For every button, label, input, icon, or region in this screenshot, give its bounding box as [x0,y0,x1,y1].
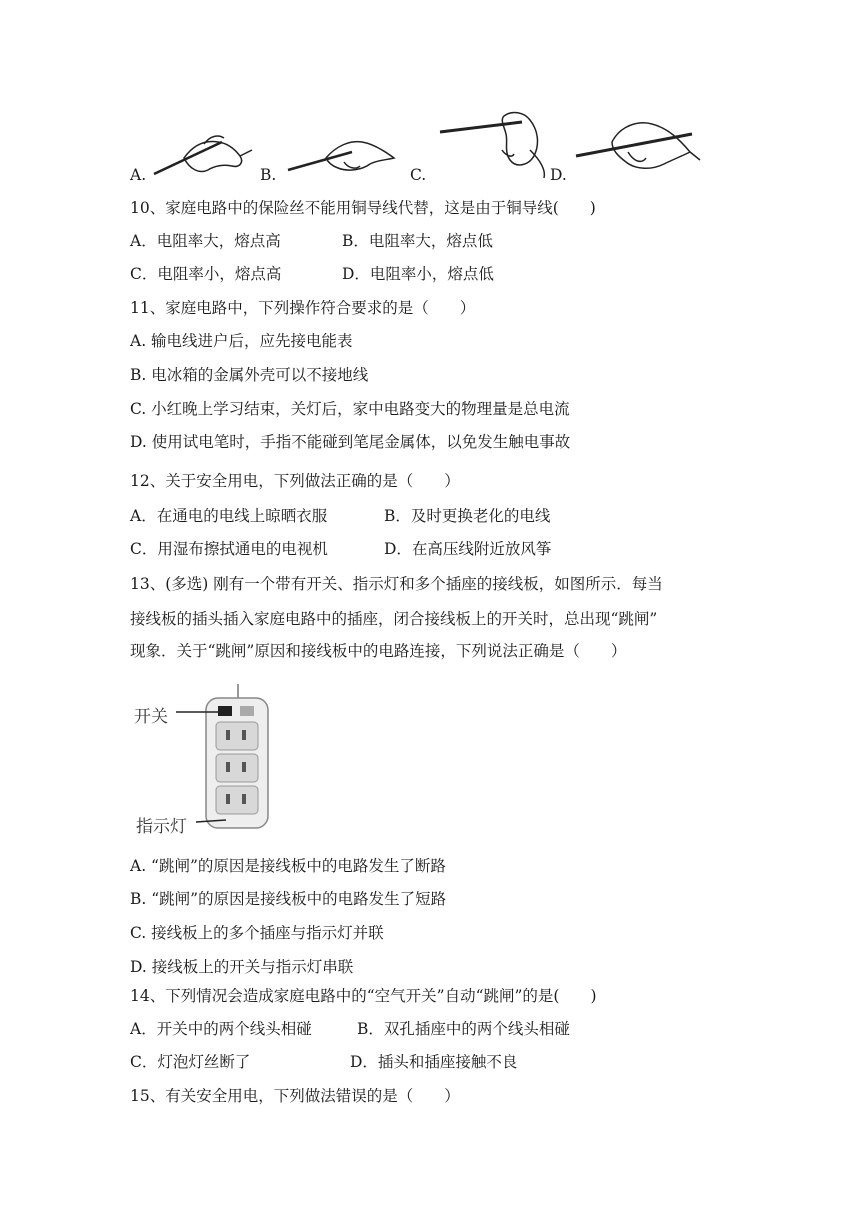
test-pen-figure-row [130,118,730,188]
option-b-label: B. [260,166,277,184]
q15-stem: 15、有关安全用电，下列做法错误的是（ ） [130,1087,460,1105]
q12-option-c: C．用湿布擦拭通电的电视机 [130,540,328,558]
q14-option-b: B．双孔插座中的两个线头相碰 [357,1020,570,1038]
q14-option-d: D．插头和插座接触不良 [350,1053,518,1071]
q11-option-b: B. 电冰箱的金属外壳可以不接地线 [130,366,369,384]
indicator-label: 指示灯 [136,817,187,837]
q13-line-3: 现象．关于“跳闸”原因和接线板中的电路连接，下列说法正确是（ ） [130,642,627,660]
q13-option-a: A. “跳闸”的原因是接线板中的电路发生了断路 [130,857,446,875]
q10-option-d: D．电阻率小，熔点低 [342,265,494,283]
q11-stem: 11、家庭电路中，下列操作符合要求的是（ ） [130,299,476,317]
option-a-figure [130,118,250,188]
q13-option-d: D. 接线板上的开关与指示灯串联 [130,958,354,976]
option-c-label: C. [410,166,427,184]
q10-option-b: B．电阻率大，熔点低 [342,232,493,250]
option-d-label: D. [550,166,567,184]
q13-option-c: C. 接线板上的多个插座与指示灯并联 [130,924,384,942]
q12-stem: 12、关于安全用电，下列做法正确的是（ ） [130,472,460,490]
q14-option-c: C．灯泡灯丝断了 [130,1053,251,1071]
q11-option-c: C. 小红晚上学习结束，关灯后，家中电路变大的物理量是总电流 [130,400,570,418]
q12-option-d: D．在高压线附近放风筝 [384,540,552,558]
hand-pen-d-icon [572,112,702,182]
q10-option-c: C．电阻率小，熔点高 [130,265,282,283]
option-a-label: A. [130,166,147,184]
q10-option-a: A．电阻率大，熔点高 [130,232,281,250]
hand-pen-a-icon [144,122,254,182]
switch-label: 开关 [134,707,168,727]
q13-option-b: B. “跳闸”的原因是接线板中的电路发生了短路 [130,890,447,908]
q13-line-1: 13、(多选) 刚有一个带有开关、指示灯和多个插座的接线板，如图所示．每当 [130,575,663,593]
hand-pen-b-icon [282,124,402,184]
q10-stem: 10、家庭电路中的保险丝不能用铜导线代替，这是由于铜导线( ) [130,199,596,217]
option-c-figure [410,118,560,188]
q14-option-a: A．开关中的两个线头相碰 [130,1020,312,1038]
hand-pen-c-icon [430,110,560,180]
q12-option-a: A．在通电的电线上晾晒衣服 [130,507,328,525]
option-b-figure [260,118,390,188]
option-d-figure [550,118,720,188]
power-strip-figure [134,684,286,837]
q11-option-a: A. 输电线进户后，应先接电能表 [130,332,353,350]
q12-option-b: B．及时更换老化的电线 [384,507,551,525]
q11-option-d: D. 使用试电笔时，手指不能碰到笔尾金属体，以免发生触电事故 [130,433,571,451]
q13-line-2: 接线板的插头插入家庭电路中的插座，闭合接线板上的开关时，总出现“跳闸” [130,610,658,628]
q14-stem: 14、下列情况会造成家庭电路中的“空气开关”自动“跳闸”的是( ) [130,987,597,1005]
